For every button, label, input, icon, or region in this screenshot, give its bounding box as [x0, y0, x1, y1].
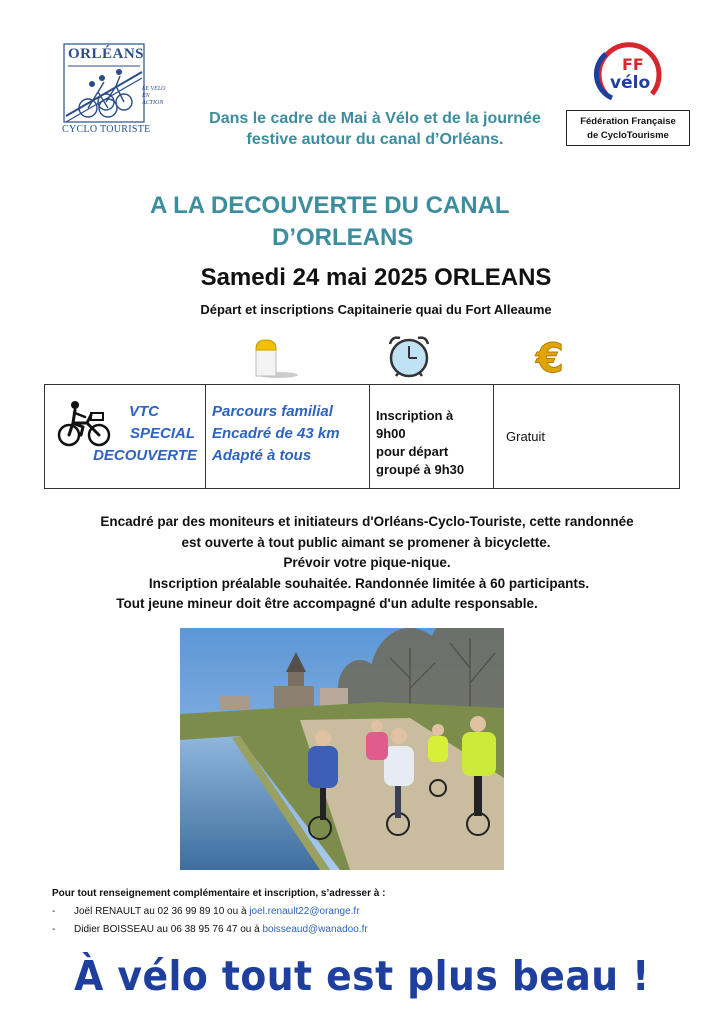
logo-left-title: ORLÉANS	[68, 46, 145, 62]
ffvelo-logo	[592, 36, 664, 108]
parcours-line: Encadré de 43 km	[212, 425, 340, 442]
contact-line-renault	[52, 906, 360, 917]
description-line: Encadré par des moniteurs et initiateurs d'Orléans-Cyclo-Touriste, cette randonnée	[100, 514, 634, 529]
description-line: Prévoir votre pique-nique.	[283, 555, 451, 570]
logo-left-subtitle: CYCLO TOURISTE	[62, 124, 151, 135]
contact-line-boisseau	[52, 924, 368, 935]
slogan: À vélo tout est plus beau !	[74, 952, 650, 1000]
ffvelo-mark-bottom: vélo	[610, 73, 651, 93]
ride-type-line2: SPECIAL	[129, 425, 195, 442]
email-link-boisseau[interactable]: boisseaud@wanadoo.fr	[262, 924, 368, 935]
tarif-text: Gratuit	[506, 429, 546, 444]
table-cell-inscription	[370, 385, 494, 488]
contact-heading: Pour tout renseignement complémentaire et inscription, s’adresser à :	[52, 888, 386, 899]
intro-line2: festive autour du canal d’Orléans.	[246, 131, 504, 148]
cyclists-photo	[180, 628, 504, 870]
ffvelo-caption-line2: de CycloTourisme	[587, 130, 669, 141]
departure-info: Départ et inscriptions Capitainerie quai du Fort Alleaume	[200, 302, 552, 317]
inscription-line: Inscription à	[376, 408, 454, 423]
intro-text	[180, 108, 570, 150]
ffvelo-caption-box	[566, 110, 690, 146]
table-cell-parcours	[206, 385, 370, 488]
euro-icon	[532, 336, 578, 378]
contact-bullet: -	[52, 906, 56, 917]
event-date: Samedi 24 mai 2025 ORLEANS	[200, 264, 552, 291]
inscription-text	[376, 407, 464, 479]
page-title	[138, 190, 558, 254]
inscription-line: groupé à 9h30	[376, 462, 465, 477]
contact-bullet: -	[52, 924, 56, 935]
logo-left-tagline: LE VELO EN ACTION	[142, 86, 166, 106]
ride-type-line1: VTC	[129, 403, 159, 420]
title-line2: D’ORLEANS	[272, 224, 414, 251]
contact-text: Didier BOISSEAU au 06 38 95 76 47 ou à	[74, 924, 263, 935]
inscription-line: pour départ	[376, 444, 449, 459]
table-cell-type	[45, 385, 206, 488]
parcours-line: Parcours familial	[212, 403, 333, 420]
contact-text: Joël RENAULT au 02 36 99 89 10 ou à	[74, 906, 250, 917]
ride-type-line3: DECOUVERTE	[93, 447, 197, 464]
description-line: est ouverte à tout public aimant se promener à bicyclette.	[181, 534, 551, 550]
ffvelo-mark-top: FF	[622, 55, 644, 74]
title-line1: A LA DECOUVERTE DU CANAL	[150, 192, 510, 219]
ride-type	[93, 401, 197, 467]
parcours-text	[212, 401, 340, 467]
email-link-renault[interactable]: joel.renault22@orange.fr	[249, 906, 360, 917]
description-line: Inscription préalable souhaitée. Randonnée limitée à 60 participants.	[148, 575, 590, 591]
description	[0, 512, 724, 615]
event-info-table	[44, 384, 680, 489]
milestone-icon	[248, 338, 300, 380]
table-cell-tarif	[494, 385, 679, 488]
intro-line1: Dans le cadre de Mai à Vélo et de la journée	[209, 110, 541, 127]
description-line: Tout jeune mineur doit être accompagné d'un adulte responsable.	[116, 596, 538, 611]
ffvelo-caption-line1: Fédération Française	[580, 116, 676, 127]
clock-icon	[384, 334, 434, 380]
parcours-line: Adapté à tous	[212, 447, 312, 464]
svg-text:€: €	[536, 336, 564, 378]
inscription-line: 9h00	[376, 426, 406, 441]
orleans-cyclo-touriste-logo	[62, 42, 166, 140]
